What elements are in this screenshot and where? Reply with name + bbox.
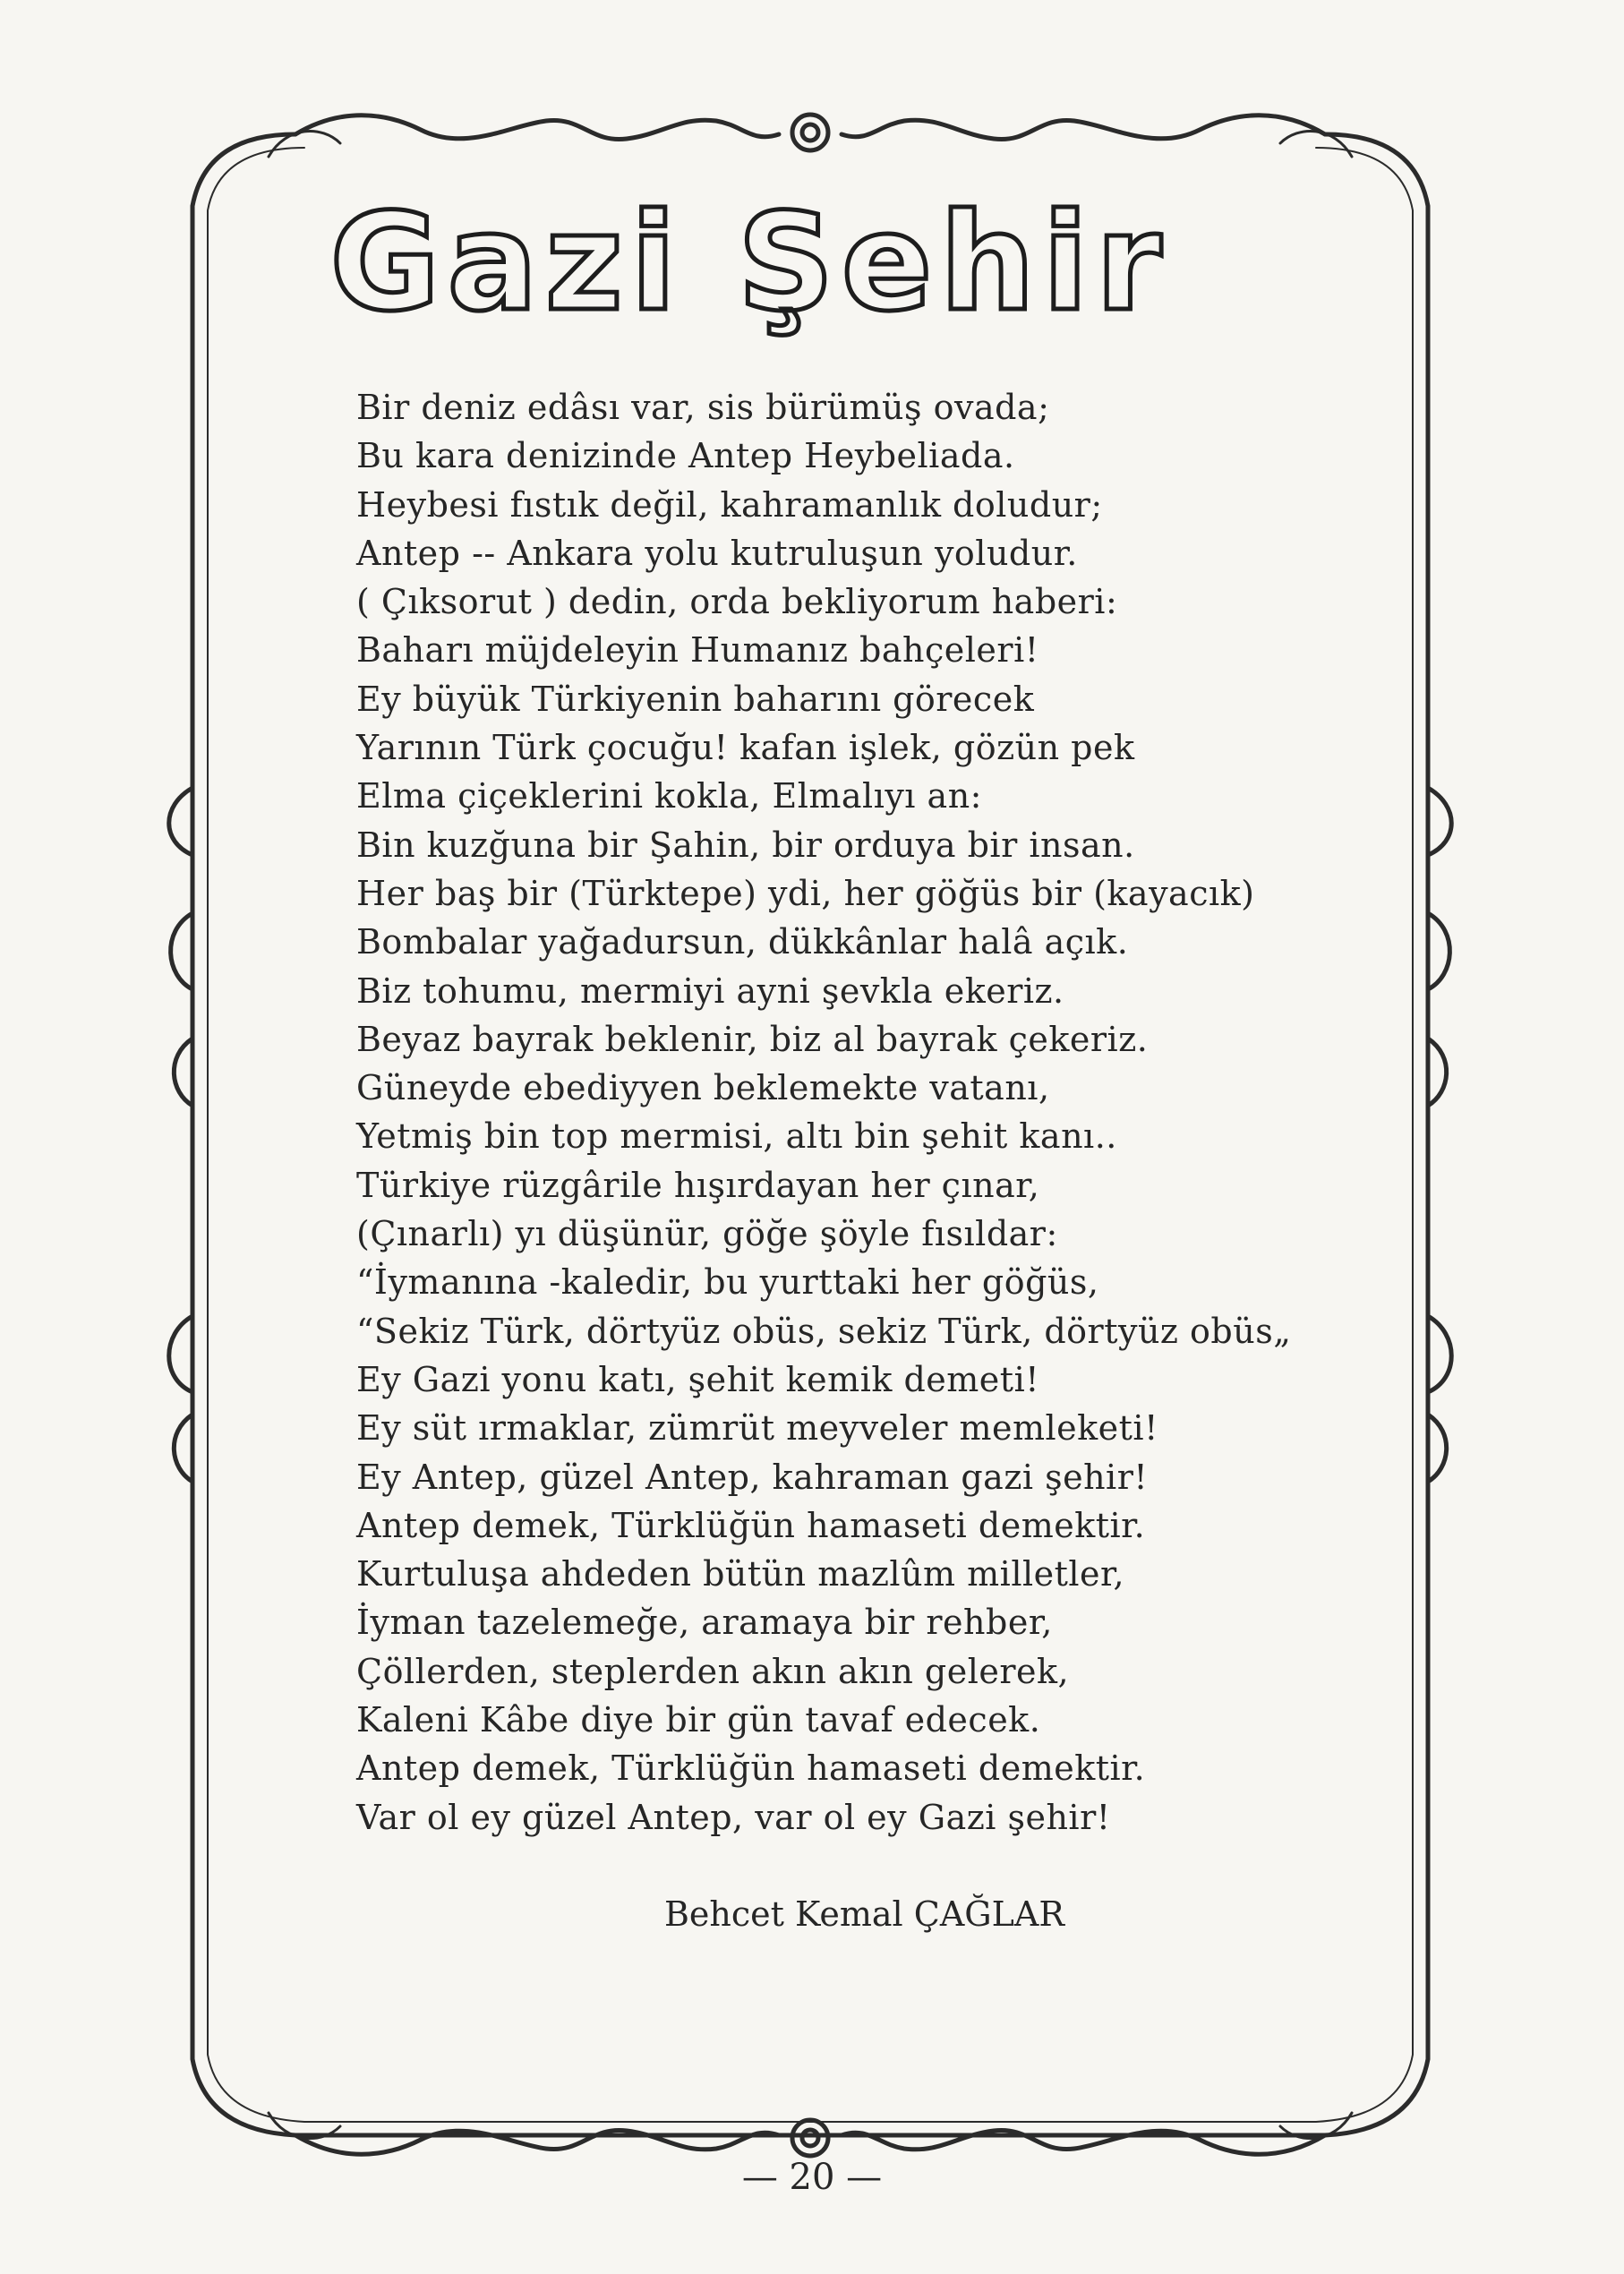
poem-body [356,383,1368,1842]
poem-line: (Çınarlı) yı düşünür, göğe şöyle fısıldar: [356,1214,1058,1254]
poem-line: Bir deniz edâsı var, sis bürümüş ovada; [356,388,1050,427]
poem-line: “İymanına -kaledir, bu yurttaki her göğüs, [356,1262,1099,1303]
poem-line: Var ol ey güzel Antep, var ol ey Gazi şehir! [356,1797,1111,1837]
poem-line: Elma çiçeklerini kokla, Elmalıyı an: [356,776,982,816]
poem-line: Ey Gazi yonu katı, şehit kemik demeti! [356,1359,1039,1399]
poem-line: Biz tohumu, mermiyi ayni şevkla ekeriz. [356,970,1064,1011]
author-signature: Behcet Kemal ÇAĞLAR [664,1894,1064,1934]
poem-line: Türkiye rüzgârile hışırdayan her çınar, [356,1165,1040,1205]
poem-line: Baharı müjdeleyin Humanız bahçeleri! [356,630,1039,671]
poem-line: Antep -- Ankara yolu kutruluşun yoludur. [356,533,1078,573]
poem-line: Yarının Türk çocuğu! kafan işlek, gözün pek [356,728,1135,768]
poem-line: Yetmiş bin top mermisi, altı bin şehit kanı.. [356,1116,1117,1157]
poem-line: Beyaz bayrak beklenir, biz al bayrak çekeriz. [356,1019,1149,1059]
page-number: — 20 — [741,2157,883,2198]
poem-line: Bombalar yağadursun, dükkânlar halâ açık. [356,922,1129,962]
poem-line: “Sekiz Türk, dörtyüz obüs, sekiz Türk, dörtyüz obüs„ [356,1311,1292,1351]
poem-line: Kurtuluşa ahdeden bütün mazlûm milletler, [356,1554,1125,1594]
poem-line: ( Çıksorut ) dedin, orda bekliyorum haberi: [356,582,1118,622]
poem-title [206,192,1293,380]
poem-line: Bin kuzğuna bir Şahin, bir orduya bir insan. [356,825,1135,865]
poem-line: Heybesi fıstık değil, kahramanlık doludur; [356,484,1103,525]
poem-line: Her baş bir (Türktepe) ydi, her göğüs bir (kayacık) [356,873,1255,913]
poem-line: Kaleni Kâbe diye bir gün tavaf edecek. [356,1700,1041,1740]
poem-line: Ey Antep, güzel Antep, kahraman gazi şehir! [356,1457,1149,1497]
poem-line: İyman tazelemeğe, aramaya bir rehber, [356,1603,1053,1643]
poem-line: Ey süt ırmaklar, zümrüt meyveler memleketi! [356,1408,1158,1449]
poem-line: Ey büyük Türkiyenin baharını görecek [356,679,1035,719]
poem-title-text: Gazi Şehir [329,192,1169,341]
poem-line: Bu kara denizinde Antep Heybeliada. [356,436,1015,476]
poem-line: Çöllerden, steplerden akın akın gelerek, [356,1651,1070,1691]
poem-line: Antep demek, Türklüğün hamaseti demektir. [356,1505,1146,1545]
poem-line: Güneyde ebediyyen beklemekte vatanı, [356,1068,1050,1108]
poem-line: Antep demek, Türklüğün hamaseti demektir. [356,1748,1146,1789]
